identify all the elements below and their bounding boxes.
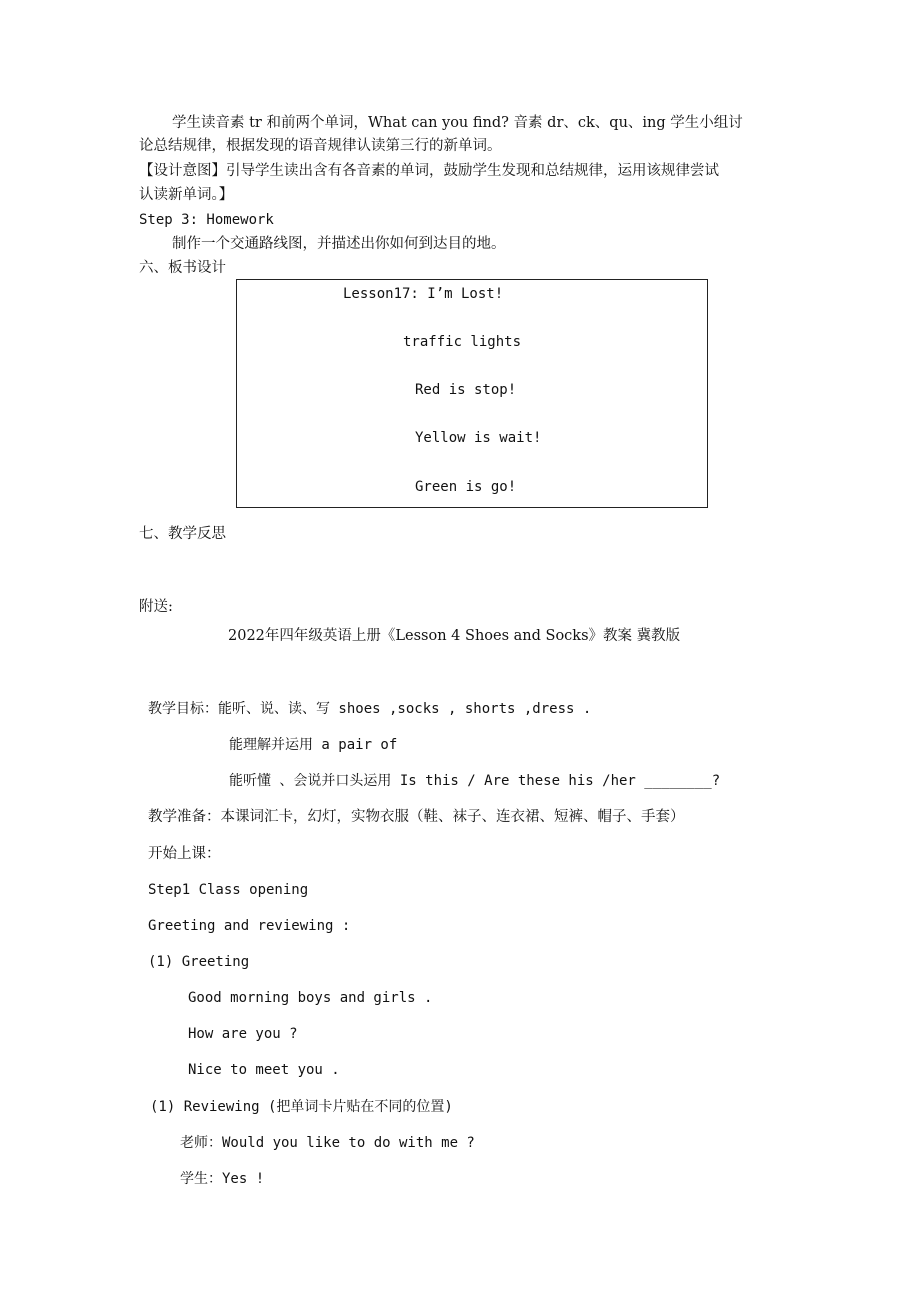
start-label: 开始上课： [148, 846, 221, 862]
prep-line: 教学准备：本课词汇卡，幻灯，实物衣服（鞋、袜子、连衣裙、短裤、帽子、手套） [148, 809, 685, 825]
goals-line: 能听懂 、会说并口头运用 Is this / Are these his /her ________? [229, 773, 721, 789]
board-line-green: Green is go! [415, 479, 517, 495]
homework-text: 制作一个交通路线图，并描述出你如何到达目的地。 [172, 236, 506, 252]
greeting-line: Nice to meet you . [188, 1062, 340, 1078]
step3-heading: Step 3: Homework [139, 212, 274, 228]
board-title: Lesson17: I’m Lost! [343, 286, 504, 302]
design-intent-line: 【设计意图】引导学生读出含有各音素的单词，鼓励学生发现和总结规律，运用该规律尝试 [139, 163, 719, 179]
step1-heading: Step1 Class opening [148, 882, 309, 898]
reviewing-label: (1) Reviewing (把单词卡片贴在不同的位置) [150, 1099, 453, 1115]
board-line-yellow: Yellow is wait! [415, 430, 542, 446]
board-subtitle: traffic lights [403, 334, 522, 350]
greeting-line: Good morning boys and girls . [188, 990, 433, 1006]
goals-line: 能理解并运用 a pair of [229, 737, 398, 753]
board-design-heading: 六、板书设计 [139, 260, 226, 276]
board-line-red: Red is stop! [415, 382, 517, 398]
greeting-label: (1) Greeting [148, 954, 250, 970]
paragraph-line: 论总结规律，根据发现的语音规律认读第三行的新单词。 [139, 138, 502, 154]
goals-line: 教学目标：能听、说、读、写 shoes ,socks , shorts ,dress . [148, 701, 592, 717]
appendix-title: 2022年四年级英语上册《Lesson 4 Shoes and Socks》教案 冀教版 [228, 628, 681, 644]
teacher-line: 老师：Would you like to do with me ? [180, 1135, 475, 1151]
design-intent-line: 认读新单词。】 [139, 187, 234, 203]
greeting-line: How are you ? [188, 1026, 298, 1042]
appendix-label: 附送: [139, 599, 173, 615]
paragraph-line: 学生读音素 tr 和前两个单词，What can you find? 音素 dr、ck、qu、ing 学生小组讨 [172, 115, 743, 131]
reflection-heading: 七、教学反思 [139, 526, 226, 542]
student-line: 学生：Yes ! [180, 1171, 265, 1187]
greeting-review-label: Greeting and reviewing : [148, 918, 351, 934]
blackboard-design-box [236, 279, 708, 508]
